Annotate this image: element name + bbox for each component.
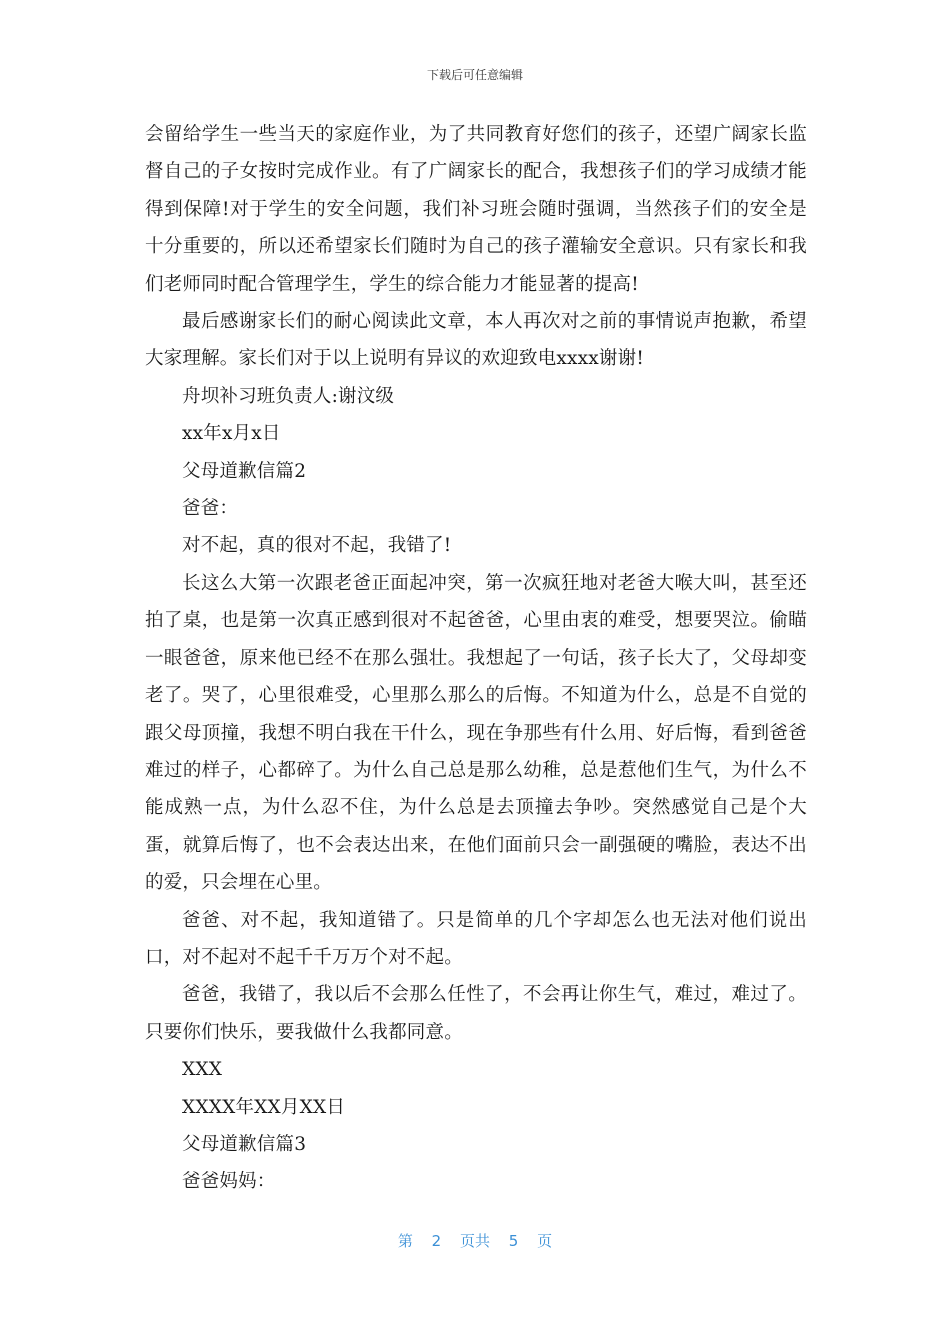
total-pages-number: 5 [508, 1232, 519, 1250]
paragraph: 最后感谢家长们的耐心阅读此文章，本人再次对之前的事情说声抱歉，希望大家理解。家长们对于以上说明有异议的欢迎致电xxxx谢谢! [145, 311, 807, 370]
date-line: XXXX年XX月XX日 [182, 1096, 346, 1118]
footer-prefix: 第 [397, 1232, 413, 1250]
paragraph: 爸爸，我错了，我以后不会那么任性了，不会再让你生气，难过，难过了。只要你们快乐，要我做什么我都同意。 [145, 984, 807, 1043]
signature-line: XXX [182, 1059, 223, 1081]
paragraph: 对不起，真的很对不起，我错了! [182, 535, 452, 557]
page-header: 下载后可任意编辑 [426, 68, 523, 82]
footer-mid: 页共 [459, 1232, 490, 1250]
paragraph: 爸爸、对不起，我知道错了。只是简单的几个字却怎么也无法对他们说出口，对不起对不起千千万万个对不起。 [145, 909, 807, 968]
footer-suffix: 页 [537, 1232, 553, 1250]
section-heading: 父母道歉信篇3 [182, 1133, 307, 1155]
paragraph: 会留给学生一些当天的家庭作业，为了共同教育好您们的孩子，还望广阔家长监督自己的子女按时完成作业。有了广阔家长的配合，我想孩子们的学习成绩才能得到保障!对于学生的安全问题，我们补习班会随时强调，当然孩子们的安全是十分重要的，所以还希望家长们随时为自己的孩子灌输安全意识。只有家长和我们老师同时配合管理学生，学生的综合能力才能显著的提高! [145, 124, 807, 295]
date-line: xx年x月x日 [182, 423, 281, 445]
document-body [145, 116, 807, 1201]
salutation: 爸爸： [182, 498, 239, 520]
current-page-number: 2 [431, 1232, 442, 1250]
section-heading: 父母道歉信篇2 [182, 460, 307, 482]
salutation: 爸爸妈妈： [182, 1171, 276, 1193]
paragraph: 长这么大第一次跟老爸正面起冲突，第一次疯狂地对老爸大喉大叫，甚至还拍了桌，也是第一次真正感到很对不起爸爸，心里由衷的难受，想要哭泣。偷瞄一眼爸爸，原来他已经不在那么强壮。我想起了一句话，孩子长大了，父母却变老了。哭了，心里很难受，心里那么那么的后悔。不知道为什么，总是不自觉的跟父母顶撞，我想不明白我在干什么，现在争那些有什么用、好后悔，看到爸爸难过的样子，心都碎了。为什么自己总是那么幼稚，总是惹他们生气，为什么不能成熟一点，为什么忍不住，为什么总是去顶撞去争吵。突然感觉自己是个大蛋，就算后悔了，也不会表达出来，在他们面前只会一副强硬的嘴脸，表达不出的爱，只会埋在心里。 [145, 572, 807, 894]
signature-line: 舟坝补习班负责人:谢汶级 [182, 385, 395, 407]
page-footer [0, 1230, 950, 1251]
